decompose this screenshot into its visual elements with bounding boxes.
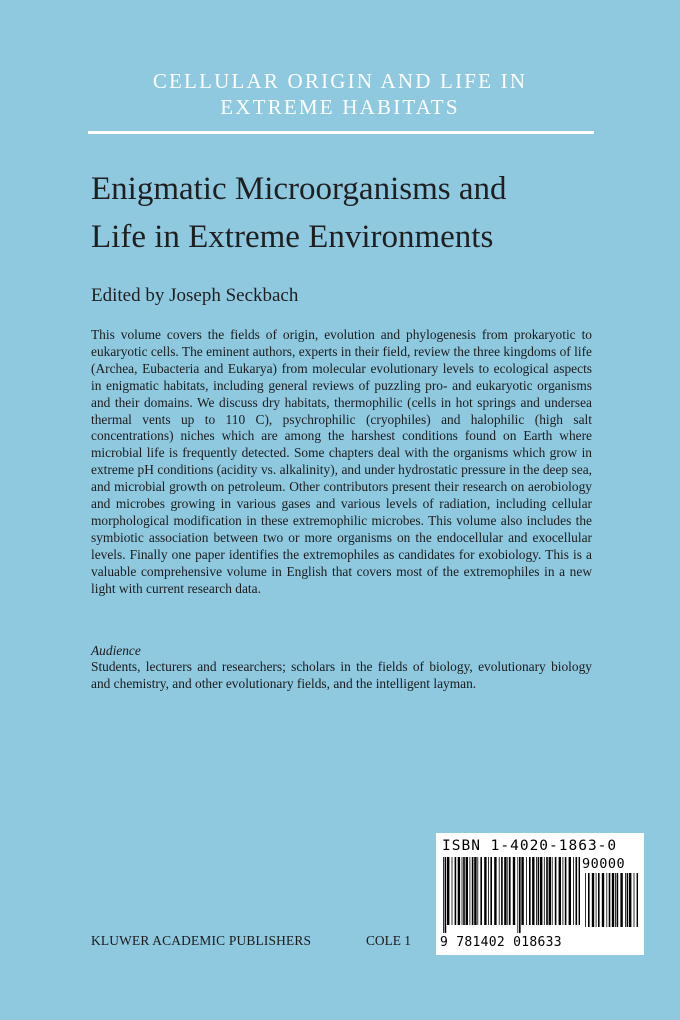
barcode-bar (576, 857, 578, 925)
barcode-bar (620, 873, 622, 927)
barcode-bar (606, 873, 607, 927)
description-paragraph: This volume covers the fields of origin, evolution and phylogenesis from prokaryotic to eukaryotic cells. The eminent authors, experts in their field, review the three kingdoms of life (Archea, Eubacteria and Eukarya) from molecular evolutionary levels to ecological aspects in enigmatic habitats, including general reviews of puzzling pro- and eukaryotic organisms and their domains. We discuss dry habitats, thermophilic (cells in hot springs and undersea thermal vents up to 110 C), psychrophilic (cryophiles) and halophilic (high salt concentrations) niches which are among the harshest conditions found on Earth where microbial life is frequently detected. Some chapters deal with the organisms which grow in extreme pH conditions (acidity vs. alkalinity), and under hydrostatic pressure in the deep sea, and microbial growth on petroleum. Other contributors present their research on aerobiology and microbes growing in various gases and various levels of radiation, including cellular morphological modification in these extremophilic microbes. This volume also includes the symbiotic association between two or more organisms on the endocellular and exocellular levels. Finally one paper identifies the extremophiles as candidates for exobiology. This is a valuable comprehensive volume in English that covers most of the extremophiles in a new light with current research data. (91, 327, 592, 596)
barcode-bar (602, 873, 604, 927)
barcode-bar (513, 857, 515, 925)
divider-rule (88, 131, 594, 134)
barcode-bar (484, 857, 486, 925)
barcode-bar (588, 873, 590, 927)
barcode-bar (634, 873, 635, 927)
barcode-bar (592, 873, 594, 927)
barcode-bar (617, 873, 619, 927)
barcode-bar (637, 873, 638, 927)
audience-text: Students, lecturers and researchers; scholars in the fields of biology, evolutionary biology and chemistry, and other evolutionary fields, and the intelligent layman. (91, 659, 592, 691)
barcode-bar (569, 857, 571, 925)
barcode-bar (596, 873, 597, 927)
barcode-bar (447, 857, 449, 925)
barcode-bar (532, 857, 534, 925)
barcode-bar (625, 873, 626, 927)
barcode-bar (544, 857, 545, 925)
barcode-bar (609, 873, 611, 927)
barcode-bar (466, 857, 468, 925)
barcode-bar (509, 857, 511, 925)
isbn-label: ISBN 1-4020-1863-0 (442, 838, 618, 854)
barcode-bar (627, 873, 629, 927)
barcode-bar (504, 857, 506, 925)
book-title-line-2: Life in Extreme Environments (91, 219, 494, 255)
barcode-bar (546, 857, 548, 925)
barcode-bar (455, 857, 457, 925)
barcode-bar (494, 857, 496, 925)
barcode-bar (559, 857, 561, 925)
barcode-bar (462, 857, 463, 925)
barcode-bar (598, 873, 600, 927)
barcode-bar (480, 857, 482, 925)
barcode-bar (490, 857, 492, 925)
barcode-bar (488, 857, 489, 925)
barcode-bar (585, 873, 586, 927)
price-code: 90000 (582, 856, 626, 872)
barcode-bar (629, 873, 631, 927)
series-title-line-1: CELLULAR ORIGIN AND LIFE IN (152, 69, 528, 93)
barcode-bar (579, 857, 580, 925)
barcode-bar (452, 857, 453, 925)
audience-heading: Audience (91, 643, 141, 658)
barcode-bar (555, 857, 557, 925)
series-code: COLE 1 (366, 933, 412, 948)
series-title (0, 68, 680, 120)
barcode-bar (526, 857, 527, 925)
addon-barcode (584, 873, 638, 935)
barcode-bar (443, 857, 444, 933)
barcode-bar (507, 857, 508, 925)
series-title-line-2: EXTREME HABITATS (220, 95, 460, 119)
barcode-bar (458, 857, 460, 925)
barcode-bar (529, 857, 531, 925)
barcode-bar (472, 857, 474, 925)
barcode-panel (436, 833, 644, 955)
barcode-bar (615, 873, 616, 927)
barcode-bar (499, 857, 500, 925)
barcode-bar (536, 857, 537, 925)
barcode-bar (470, 857, 471, 925)
barcode-bar (474, 857, 476, 925)
ean-barcode (442, 857, 580, 933)
barcode-bar (519, 857, 521, 933)
barcode-bar (563, 857, 564, 925)
barcode-bar (552, 857, 553, 925)
barcode-bar (612, 873, 614, 927)
editor-credit: Edited by Joseph Seckbach (91, 285, 299, 306)
book-title-line-1: Enigmatic Microorganisms and (91, 171, 507, 207)
book-title (91, 165, 631, 261)
barcode-bar (565, 857, 567, 925)
barcode-bar (517, 857, 518, 933)
barcode-bar (521, 857, 523, 925)
barcode-bar (477, 857, 478, 925)
barcode-bar (501, 857, 503, 925)
ean-number: 9 781402 018633 (440, 935, 562, 950)
publisher-name: KLUWER ACADEMIC PUBLISHERS (91, 933, 312, 948)
barcode-bar (540, 857, 542, 925)
barcode-bar (538, 857, 540, 925)
barcode-bar (445, 857, 447, 933)
barcode-bar (463, 857, 465, 925)
barcode-bar (549, 857, 551, 925)
barcode-bar (573, 857, 574, 925)
